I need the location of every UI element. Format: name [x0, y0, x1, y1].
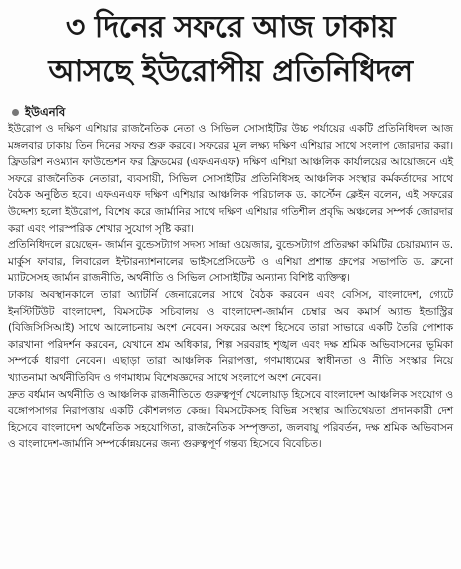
article-body [8, 121, 453, 453]
headline-line-1: ৩ দিনের সফরে আজ ঢাকায় [65, 10, 396, 45]
headline-line-2: আসছে ইউরোপীয় প্রতিনিধিদল [48, 54, 413, 89]
paragraph: ইউরোপ ও দক্ষিণ এশিয়ার রাজনৈতিক নেতা ও সিভিল সোসাইটির উচ্চ পর্যায়ের একটি প্রতিনিধিদল আজ মঙ্গলবার ঢাকায় তিন দিনের সফর শুরু করবে। সফরের মূল লক্ষ্য দক্ষিণ এশিয়ার সাথে সংলাপ জোরদার করা। ফ্রিডরিশ নওম্যান ফাউন্ডেশন ফর ফ্রিডমের (এফএনএফ) দক্ষিণ এশিয়া আঞ্চলিক কার্যালয়ের আয়োজনে এই সফরে রাজনৈতিক নেতারা, ব্যবসায়ী, সিভিল সোসাইটির প্রতিনিধিসহ আঞ্চলিক সংস্থার কর্মকর্তাদের সাথে বৈঠক অনুষ্ঠিত হবে। এফএনএফ দক্ষিণ এশিয়ার আঞ্চলিক পরিচালক ড. কার্স্টেন ক্লেইন বলেন, এই সফরের উদ্দেশ্য হলো ইউরোপ, বিশেষ করে জার্মানির সাথে দক্ষিণ এশিয়ার গতিশীল প্রবৃদ্ধি অঞ্চলের সম্পর্ক জোরদার করা এবং পারস্পরিক শেখার সুযোগ সৃষ্টি করা। [8, 123, 453, 235]
bullet-icon [12, 109, 19, 116]
paragraph: দ্রুত বর্ধমান অর্থনীতি ও আঞ্চলিক রাজনীতিতে গুরুত্বপূর্ণ খেলোয়াড় হিসেবে বাংলাদেশ আঞ্চলিক সংযোগ ও বঙ্গোপসাগর নিরাপত্তায় একটি কৌশলগত কেন্দ্র। বিমসটেকসহ বিভিন্ন সংস্থার আতিথেয়তা প্রদানকারী দেশ হিসেবে বাংলাদেশ অর্থনৈতিক সহযোগিতা, রাজনৈতিক সম্পৃক্ততা, জলবায়ু পরিবর্তন, দক্ষ শ্রমিক অভিবাসন ও বাংলাদেশ-জার্মানি সম্পর্কোন্নয়নের জন্য গুরুত্বপূর্ণ গন্তব্য হিসেবে বিবেচিত। [8, 388, 453, 451]
byline [12, 104, 453, 121]
paragraph: প্রতিনিধিদলে রয়েছেন- জার্মান বুন্ডেসট্যাগ সদস্য সান্দ্রা ওয়েজার, বুন্ডেসট্যাগ প্রতিরক্ষা কমিটির চেয়ারম্যান ড. মার্কুস ফাবার, লিবারেল ইন্টারন্যাশনালের ভাইসপ্রেসিডেন্ট ও এশিয়া প্রশান্ত গ্রুপের সভাপতি ড. ব্রুনো ম্যাটসেসহ জার্মান রাজনীতি, অর্থনীতি ও সিভিল সোসাইটির অন্যান্য বিশিষ্ট ব্যক্তিত্ব। [8, 239, 453, 285]
paragraph: ঢাকায় অবস্থানকালে তারা অ্যাটর্নি জেনারেলের সাথে বৈঠক করবেন এবং বেসিস, বাংলাদেশ, গ্যেটে ইনস্টিটিউট বাংলাদেশ, বিমসটেক সচিবালয় ও বাংলাদেশ-জার্মান চেম্বার অব কমার্স অ্যান্ড ইন্ডাস্ট্রির (বিজিসিসিআই) সাথে আলোচনায় অংশ নেবেন। সফরের অংশ হিসেবে তারা সাভারে একটি তৈরি পোশাক কারখানা পরিদর্শন করবেন, যেখানে শ্রম অধিকার, শিল্প সরবরাহ শৃঙ্খল এবং দক্ষ শ্রমিক অভিবাসনের ভূমিকা সম্পর্কে ধারণা নেবেন। এছাড়া তারা আঞ্চলিক নিরাপত্তা, গণমাধ্যমের স্বাধীনতা ও নীতি সংস্কার নিয়ে খ্যাতনামা অর্থনীতিবিদ ও গণমাধ্যম বিশেষজ্ঞদের সাথে সংলাপে অংশ নেবেন। [8, 288, 453, 384]
byline-agency: ইউএনবি [25, 105, 66, 119]
headline [8, 6, 453, 94]
